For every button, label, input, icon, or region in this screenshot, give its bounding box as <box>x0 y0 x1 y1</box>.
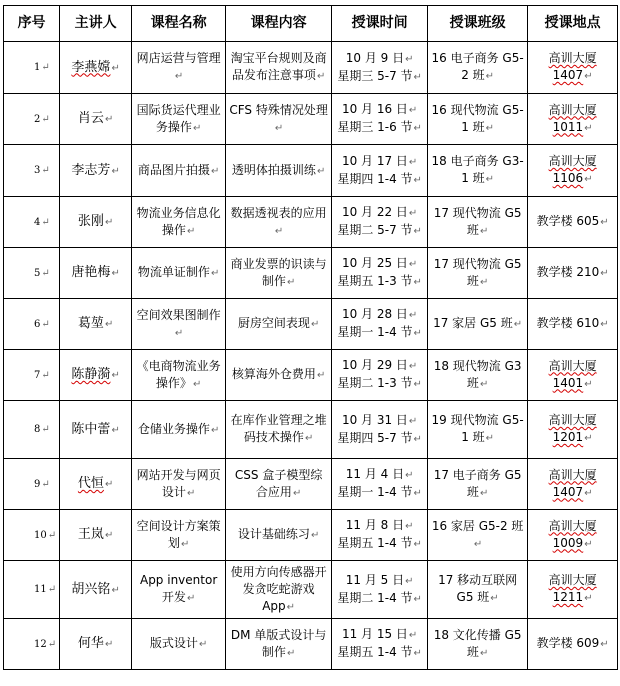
row-content: 商业发票的识读与制作↵ <box>226 248 332 299</box>
table-row <box>4 145 618 197</box>
schedule-table <box>3 5 618 670</box>
header-place: 授课地点 <box>528 6 618 42</box>
row-content: CFS 特殊情况处理↵ <box>226 94 332 145</box>
row-class: 18 电子商务 G3-1 班↵ <box>428 145 528 197</box>
row-class: 17 移动互联网 G5 班↵ <box>428 561 528 619</box>
header-speaker: 主讲人 <box>60 6 132 42</box>
row-content: 厨房空间表现↵ <box>226 299 332 350</box>
header-time: 授课时间 <box>332 6 428 42</box>
row-content: 透明体拍摄训练↵ <box>226 145 332 197</box>
row-place: 教学楼 605↵ <box>528 197 618 248</box>
header-row <box>4 6 618 42</box>
row-place: 教学楼 210↵ <box>528 248 618 299</box>
row-place: 高训大厦 1201↵ <box>528 401 618 459</box>
row-class: 17 现代物流 G5 班↵ <box>428 248 528 299</box>
row-class: 17 电子商务 G5 班↵ <box>428 459 528 510</box>
row-content: 在库作业管理之堆码技术操作↵ <box>226 401 332 459</box>
row-place: 教学楼 609↵ <box>528 619 618 670</box>
schedule-body <box>4 42 618 670</box>
row-no: 6↵ <box>4 299 60 350</box>
row-speaker: 胡兴铭↵ <box>60 561 132 619</box>
row-class: 18 文化传播 G5 班↵ <box>428 619 528 670</box>
row-speaker: 王岚↵ <box>60 510 132 561</box>
row-no: 8↵ <box>4 401 60 459</box>
table-row <box>4 619 618 670</box>
row-time: 11 月 8 日↵ 星期五 1-4 节↵ <box>332 510 428 561</box>
row-no: 5↵ <box>4 248 60 299</box>
row-time: 11 月 15 日↵ 星期五 1-4 节↵ <box>332 619 428 670</box>
row-content: 使用方向传感器开发贪吃蛇游戏 App↵ <box>226 561 332 619</box>
row-no: 1↵ <box>4 42 60 94</box>
row-place: 高训大厦 1009↵ <box>528 510 618 561</box>
table-row <box>4 42 618 94</box>
row-course: 物流业务信息化操作↵ <box>132 197 226 248</box>
row-time: 10 月 22 日↵ 星期二 5-7 节↵ <box>332 197 428 248</box>
header-course: 课程名称 <box>132 6 226 42</box>
row-no: 10↵ <box>4 510 60 561</box>
row-no: 11↵ <box>4 561 60 619</box>
row-course: App inventor 开发↵ <box>132 561 226 619</box>
row-course: 网店运营与管理↵ <box>132 42 226 94</box>
row-place: 高训大厦 1011↵ <box>528 94 618 145</box>
table-row <box>4 248 618 299</box>
row-time: 10 月 28 日↵ 星期一 1-4 节↵ <box>332 299 428 350</box>
header-no: 序号 <box>4 6 60 42</box>
row-place: 高训大厦 1407↵ <box>528 42 618 94</box>
row-speaker: 肖云↵ <box>60 94 132 145</box>
row-class: 16 电子商务 G5-2 班↵ <box>428 42 528 94</box>
row-class: 18 现代物流 G3 班↵ <box>428 350 528 401</box>
table-row <box>4 94 618 145</box>
row-course: 仓储业务操作↵ <box>132 401 226 459</box>
table-row <box>4 299 618 350</box>
row-speaker: 代恒↵ <box>60 459 132 510</box>
row-speaker: 何华↵ <box>60 619 132 670</box>
row-speaker: 李燕嫦↵ <box>60 42 132 94</box>
row-time: 10 月 17 日↵ 星期四 1-4 节↵ <box>332 145 428 197</box>
row-class: 17 现代物流 G5 班↵ <box>428 197 528 248</box>
row-class: 16 现代物流 G5-1 班↵ <box>428 94 528 145</box>
row-course: 网站开发与网页设计↵ <box>132 459 226 510</box>
row-place: 高训大厦 1106↵ <box>528 145 618 197</box>
row-content: 核算海外仓费用↵ <box>226 350 332 401</box>
row-content: 淘宝平台规则及商品发布注意事项↵ <box>226 42 332 94</box>
header-class: 授课班级 <box>428 6 528 42</box>
row-speaker: 唐艳梅↵ <box>60 248 132 299</box>
row-place: 高训大厦 1407↵ <box>528 459 618 510</box>
row-course: 商品图片拍摄↵ <box>132 145 226 197</box>
row-time: 10 月 25 日↵ 星期五 1-3 节↵ <box>332 248 428 299</box>
row-course: 物流单证制作↵ <box>132 248 226 299</box>
row-time: 10 月 9 日↵ 星期三 5-7 节↵ <box>332 42 428 94</box>
row-no: 4↵ <box>4 197 60 248</box>
table-row <box>4 459 618 510</box>
row-place: 高训大厦 1211↵ <box>528 561 618 619</box>
table-row <box>4 561 618 619</box>
row-speaker: 陈静漪↵ <box>60 350 132 401</box>
row-no: 2↵ <box>4 94 60 145</box>
row-content: CSS 盒子模型综合应用↵ <box>226 459 332 510</box>
row-no: 3↵ <box>4 145 60 197</box>
table-row <box>4 510 618 561</box>
row-time: 10 月 31 日↵ 星期四 5-7 节↵ <box>332 401 428 459</box>
row-time: 10 月 29 日↵ 星期二 1-3 节↵ <box>332 350 428 401</box>
row-course: 版式设计↵ <box>132 619 226 670</box>
row-course: 国际货运代理业务操作↵ <box>132 94 226 145</box>
table-row <box>4 197 618 248</box>
row-class: 16 家居 G5-2 班↵ <box>428 510 528 561</box>
row-content: 数据透视表的应用↵ <box>226 197 332 248</box>
row-time: 11 月 4 日↵ 星期一 1-4 节↵ <box>332 459 428 510</box>
table-row <box>4 350 618 401</box>
row-time: 11 月 5 日↵ 星期二 1-4 节↵ <box>332 561 428 619</box>
row-place: 教学楼 610↵ <box>528 299 618 350</box>
row-content: DM 单版式设计与制作↵ <box>226 619 332 670</box>
row-speaker: 张刚↵ <box>60 197 132 248</box>
header-content: 课程内容 <box>226 6 332 42</box>
row-content: 设计基础练习↵ <box>226 510 332 561</box>
row-no: 7↵ <box>4 350 60 401</box>
row-place: 高训大厦 1401↵ <box>528 350 618 401</box>
row-no: 9↵ <box>4 459 60 510</box>
row-course: 空间效果图制作↵ <box>132 299 226 350</box>
row-class: 19 现代物流 G5-1 班↵ <box>428 401 528 459</box>
row-speaker: 葛堃↵ <box>60 299 132 350</box>
row-speaker: 陈中蕾↵ <box>60 401 132 459</box>
row-no: 12↵ <box>4 619 60 670</box>
row-class: 17 家居 G5 班↵ <box>428 299 528 350</box>
row-course: 空间设计方案策划↵ <box>132 510 226 561</box>
table-row <box>4 401 618 459</box>
row-course: 《电商物流业务操作》↵ <box>132 350 226 401</box>
row-time: 10 月 16 日↵ 星期三 1-6 节↵ <box>332 94 428 145</box>
row-speaker: 李志芳↵ <box>60 145 132 197</box>
